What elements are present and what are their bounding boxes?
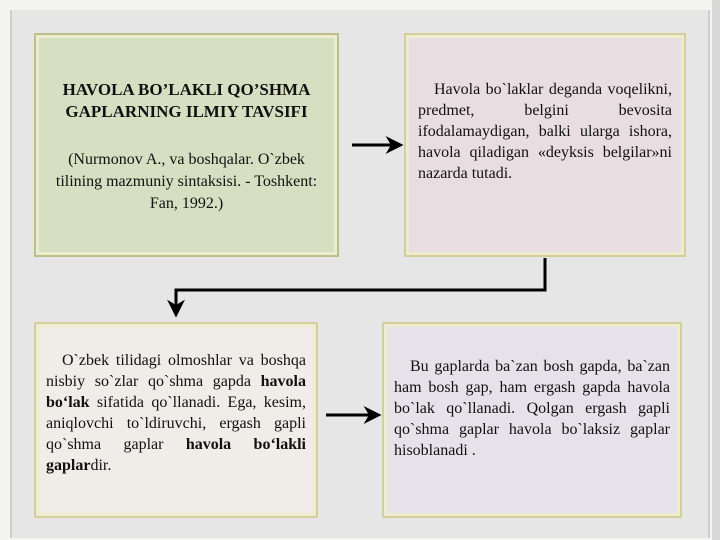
source-citation: (Nurmonov A., va boshqalar. O`zbek tilining mazmuniy sintaksisi. - Toshkent: Fan, 1992.) xyxy=(55,151,318,212)
usage-text-part1: O`zbek tilidagi olmoshlar va boshqa nisbiy so`zlar qo`shma gapda xyxy=(46,352,306,390)
source-title: HAVOLA BO’LAKLI QO’SHMA GAPLARNING ILMIY TAVSIFI xyxy=(62,80,311,121)
usage-text-part2: sifatida qo`llanadi. Ega, kesim, aniqlovchi to`ldiruvchi, ergash gapli qo`shma gaplar xyxy=(46,394,306,453)
conclusion-text: Bu gaplarda ba`zan bosh gapda, ba`zan ham bosh gap, ham ergash gapda havola bo`lak qo`llanadi. Qolgan ergash gapli qo`shma gaplar havola bo`laksiz gaplar hisoblanadi . xyxy=(394,358,670,459)
usage-text-part3: dir. xyxy=(90,457,112,474)
definition-text: Havola bo`laklar deganda voqelikni, predmet, belgini bevosita ifodalamaydigan, balki ularga ishora, havola qiladigan «deyksis belgilar»ni nazarda tutadi. xyxy=(418,81,672,182)
arrow-box2-to-box3 xyxy=(176,258,545,314)
usage-bold-term1: havola bo‘lak xyxy=(46,373,306,411)
usage-bold-term2: havola bo‘lakli gaplar xyxy=(46,436,307,474)
